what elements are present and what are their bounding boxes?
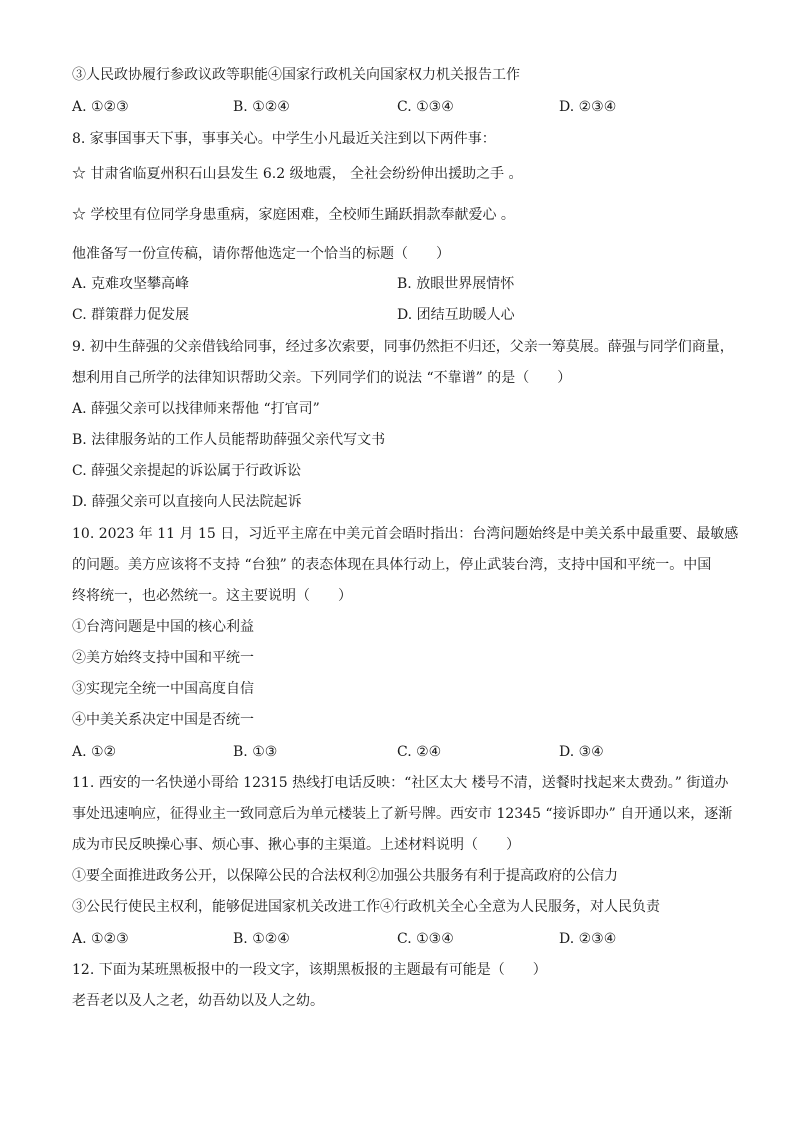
q8-prompt: 他准备写一份宣传稿，请你帮他选定一个恰当的标题（ ） [72,246,450,262]
q10-item-1: ①台湾问题是中国的核心利益 [72,619,254,635]
q10-item-2: ②美方始终支持中国和平统一 [72,650,254,666]
q9-stem-line-1: 9. 初中生薛强的父亲借钱给同事，经过多次索要，同事仍然拒不归还，父亲一筹莫展。薛强与同学们商量， [72,339,734,355]
q11-stem-line-1: 11. 西安的一名快递小哥给 12315 热线打电话反映：“社区太大 楼号不清，送餐时找起来太费劲。” 街道办 [72,775,729,791]
q10-stem-line-3: 终将统一，也必然统一。这主要说明（ ） [72,588,352,604]
q7-items-line: ③人民政协履行参政议政等职能④国家行政机关向国家权力机关报告工作 [72,67,520,83]
q10-option-d: D. ③④ [559,744,604,760]
q11-items-line-1: ①要全面推进政务公开，以保障公民的合法权利②加强公共服务有利于提高政府的公信力 [72,868,618,884]
q8-option-d: D. 团结互助暖人心 [397,307,515,323]
q9-option-c: C. 薛强父亲提起的诉讼属于行政诉讼 [72,463,302,479]
q10-option-a: A. ①② [72,744,117,760]
q9-option-b: B. 法律服务站的工作人员能帮助薛强父亲代写文书 [72,432,386,448]
q11-stem-line-3: 成为市民反映操心事、烦心事、揪心事的主渠道。上述材料说明（ ） [72,837,520,853]
q9-option-a: A. 薛强父亲可以找律师来帮他 “打官司” [72,401,320,417]
q11-stem-line-2: 事处迅速响应，征得业主一致同意后为单元楼装上了新号牌。西安市 12345 “接诉即办” 自开通以来，逐渐 [72,806,733,822]
q8-stem: 8. 家事国事天下事，事事关心。中学生小凡最近关注到以下两件事： [72,131,496,147]
q9-stem-line-2: 想利用自己所学的法律知识帮助父亲。下列同学们的说法 “不靠谱” 的是（ ） [72,370,572,386]
q7-option-a: A. ①②③ [72,99,129,115]
q11-option-d: D. ②③④ [559,931,617,947]
q9-option-d: D. 薛强父亲可以直接向人民法院起诉 [72,494,302,510]
q11-option-c: C. ①③④ [397,931,454,947]
q10-stem-line-2: 的问题。美方应该将不支持 “台独” 的表态体现在具体行动上，停止武装台湾，支持中国和平统一。中国 [72,557,712,573]
q10-option-b: B. ①③ [233,744,278,760]
q10-item-4: ④中美关系决定中国是否统一 [72,712,254,728]
q8-option-b: B. 放眼世界展情怀 [397,276,515,292]
q7-option-d: D. ②③④ [559,99,617,115]
q10-stem-line-1: 10. 2023 年 11 月 15 日，习近平主席在中美元首会晤时指出：台湾问题始终是中美关系中最重要、最敏感 [72,526,739,542]
q7-option-c: C. ①③④ [397,99,454,115]
q12-stem: 12. 下面为某班黑板报中的一段文字，该期黑板报的主题最有可能是（ ） [72,962,547,978]
q7-option-b: B. ①②④ [233,99,290,115]
q11-option-a: A. ①②③ [72,931,129,947]
q8-event-1: ☆ 甘肃省临夏州积石山县发生 6.2 级地震， 全社会纷纷伸出援助之手 。 [72,166,523,182]
q12-quote: 老吾老以及人之老，幼吾幼以及人之幼。 [72,993,324,1009]
q8-event-2: ☆ 学校里有位同学身患重病，家庭困难，全校师生踊跃捐款奉献爱心 。 [72,207,515,223]
q10-item-3: ③实现完全统一中国高度自信 [72,681,254,697]
q11-items-line-2: ③公民行使民主权利，能够促进国家机关改进工作④行政机关全心全意为人民服务，对人民负责 [72,899,660,915]
q8-option-a: A. 克难攻坚攀高峰 [72,276,190,292]
q11-option-b: B. ①②④ [233,931,290,947]
q8-option-c: C. 群策群力促发展 [72,307,190,323]
q10-option-c: C. ②④ [397,744,442,760]
